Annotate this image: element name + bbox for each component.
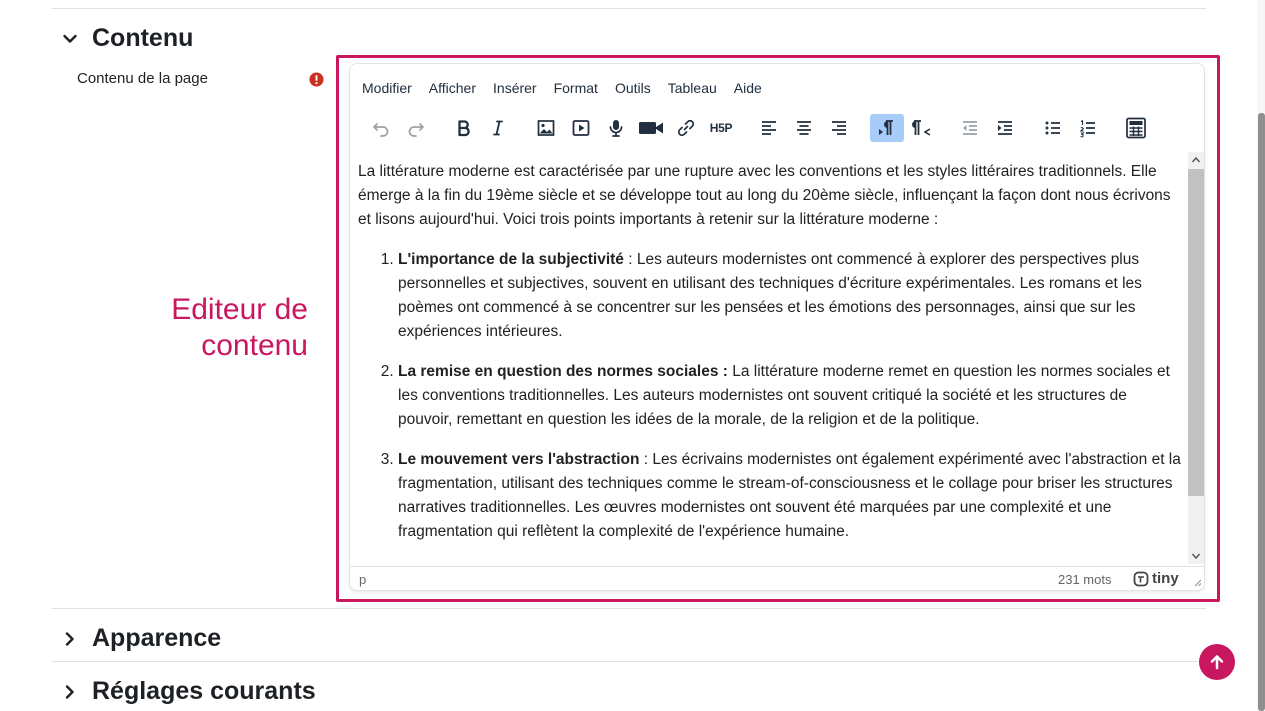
numbered-list-icon: [1078, 118, 1098, 138]
editor-scrollbar-thumb[interactable]: [1188, 169, 1204, 496]
editor-menubar: [362, 78, 762, 98]
video-camera-icon: [638, 118, 664, 138]
list-item-heading: L'importance de la subjectivité: [398, 251, 624, 268]
rtl-icon: [912, 118, 932, 138]
list-item-text: : Les écrivains modernistes ont également expérimenté avec l'abstraction et la fragmentation, utilisant des techniques comme le stream-of-consciousness et le collage pour briser les structures narratives traditionnelles. Les œuvres modernistes ont souvent été marquées par une complexité et une fragmentation qui reflètent la complexité de l'expérience humaine.: [398, 451, 1181, 540]
tiny-logo[interactable]: [1133, 570, 1179, 587]
undo-icon: [371, 118, 391, 138]
annotation-line-2: contenu: [201, 329, 308, 362]
page-scrollbar-thumb[interactable]: [1258, 113, 1265, 711]
content-paragraph: La littérature moderne est caractérisée par une rupture avec les conventions et les styles littéraires traditionnels. Elle émerge à la fin du 19ème siècle et se développe tout au long du 20ème siècle, influençant la façon dont nous écrivons et lisons aujourd'hui. Voici trois points importants à retenir sur la littérature moderne :: [358, 163, 1171, 228]
indent-icon: [995, 118, 1015, 138]
menu-afficher[interactable]: Afficher: [428, 80, 477, 96]
h5p-icon: H5P: [709, 121, 733, 135]
exclamation-circle-icon: [309, 72, 324, 87]
field-label: Contenu de la page: [77, 70, 208, 87]
link-icon: [676, 118, 696, 138]
ltr-button[interactable]: [870, 114, 904, 142]
divider: [52, 608, 1206, 609]
image-icon: [536, 118, 556, 138]
section-contenu-toggle[interactable]: [58, 24, 193, 53]
divider: [52, 661, 1206, 662]
align-left-button[interactable]: [752, 114, 786, 142]
menu-modifier[interactable]: Modifier: [362, 80, 412, 96]
tiny-logo-icon: [1133, 571, 1149, 587]
list-item: [398, 248, 1184, 344]
menu-inserer[interactable]: Insérer: [493, 80, 537, 96]
numbered-list-button[interactable]: [1071, 114, 1105, 142]
align-center-button[interactable]: [787, 114, 821, 142]
align-left-icon: [759, 118, 779, 138]
resize-handle-icon[interactable]: [1192, 577, 1202, 587]
list-item-heading: Le mouvement vers l'abstraction: [398, 451, 640, 468]
rtl-button[interactable]: [905, 114, 939, 142]
chevron-right-icon: [58, 680, 82, 704]
align-center-icon: [794, 118, 814, 138]
editor-content[interactable]: [350, 152, 1188, 564]
italic-icon: [488, 118, 508, 138]
divider: [52, 8, 1206, 9]
scroll-down-arrow-icon[interactable]: [1188, 548, 1204, 564]
bold-icon: [454, 118, 474, 138]
section-apparence-title: Apparence: [92, 624, 222, 652]
media-icon: [571, 118, 591, 138]
menu-format[interactable]: Format: [553, 80, 598, 96]
bullet-list-icon: [1043, 118, 1063, 138]
calculator-icon: [1125, 117, 1147, 139]
bold-button[interactable]: [447, 114, 481, 142]
rich-text-editor: [349, 63, 1205, 591]
list-item: [398, 360, 1184, 432]
ltr-icon: [877, 118, 897, 138]
bullet-list-button[interactable]: [1036, 114, 1070, 142]
section-apparence-toggle[interactable]: [58, 624, 221, 653]
chevron-down-icon: [58, 27, 82, 51]
microphone-icon: [606, 118, 626, 138]
list-item-text: La littérature moderne remet en question les normes sociales et les conventions traditionnelles. Les auteurs modernistes ont souvent critiqué la société et les structures de pouvoir, remettant en question les idées de la morale, de la religion et de la politique.: [398, 363, 1170, 428]
align-right-icon: [829, 118, 849, 138]
scroll-up-arrow-icon[interactable]: [1188, 152, 1204, 168]
undo-button[interactable]: [364, 114, 398, 142]
arrow-up-icon: [1209, 654, 1225, 670]
menu-aide[interactable]: Aide: [733, 80, 762, 96]
menu-tableau[interactable]: Tableau: [667, 80, 717, 96]
list-item-heading: La remise en question des normes sociales :: [398, 363, 728, 380]
section-reglages-toggle[interactable]: [58, 677, 316, 706]
align-right-button[interactable]: [822, 114, 856, 142]
tiny-brand-text: tiny: [1152, 570, 1179, 587]
back-to-top-button[interactable]: [1199, 644, 1235, 680]
element-path[interactable]: p: [359, 572, 367, 587]
outdent-icon: [960, 118, 980, 138]
menu-outils[interactable]: Outils: [614, 80, 651, 96]
annotation-line-1: Editeur de: [171, 293, 308, 326]
redo-button[interactable]: [399, 114, 433, 142]
media-button[interactable]: [564, 114, 598, 142]
word-count[interactable]: 231 mots: [1058, 572, 1112, 587]
record-video-button[interactable]: [634, 114, 668, 142]
editor-annotation: [171, 292, 308, 364]
equation-button[interactable]: [1119, 114, 1153, 142]
list-item-text: : Les auteurs modernistes ont commencé à explorer des perspectives plus personnelles et subjectives, souvent en utilisant des techniques d'écriture expérimentales. Les romans et les poèmes ont commencé à se concentrer sur les pensées et les émotions des personnages, ainsi que sur les expériences intérieures.: [398, 251, 1142, 340]
indent-button[interactable]: [988, 114, 1022, 142]
link-button[interactable]: [669, 114, 703, 142]
section-contenu-title: Contenu: [92, 24, 194, 52]
italic-button[interactable]: [481, 114, 515, 142]
list-item: [398, 448, 1184, 544]
content-ordered-list: [358, 248, 1184, 560]
editor-statusbar: [350, 566, 1205, 591]
image-button[interactable]: [529, 114, 563, 142]
redo-icon: [406, 118, 426, 138]
chevron-right-icon: [58, 627, 82, 651]
section-reglages-title: Réglages courants: [92, 677, 316, 705]
outdent-button[interactable]: [953, 114, 987, 142]
record-audio-button[interactable]: [599, 114, 633, 142]
h5p-button[interactable]: [704, 114, 738, 142]
